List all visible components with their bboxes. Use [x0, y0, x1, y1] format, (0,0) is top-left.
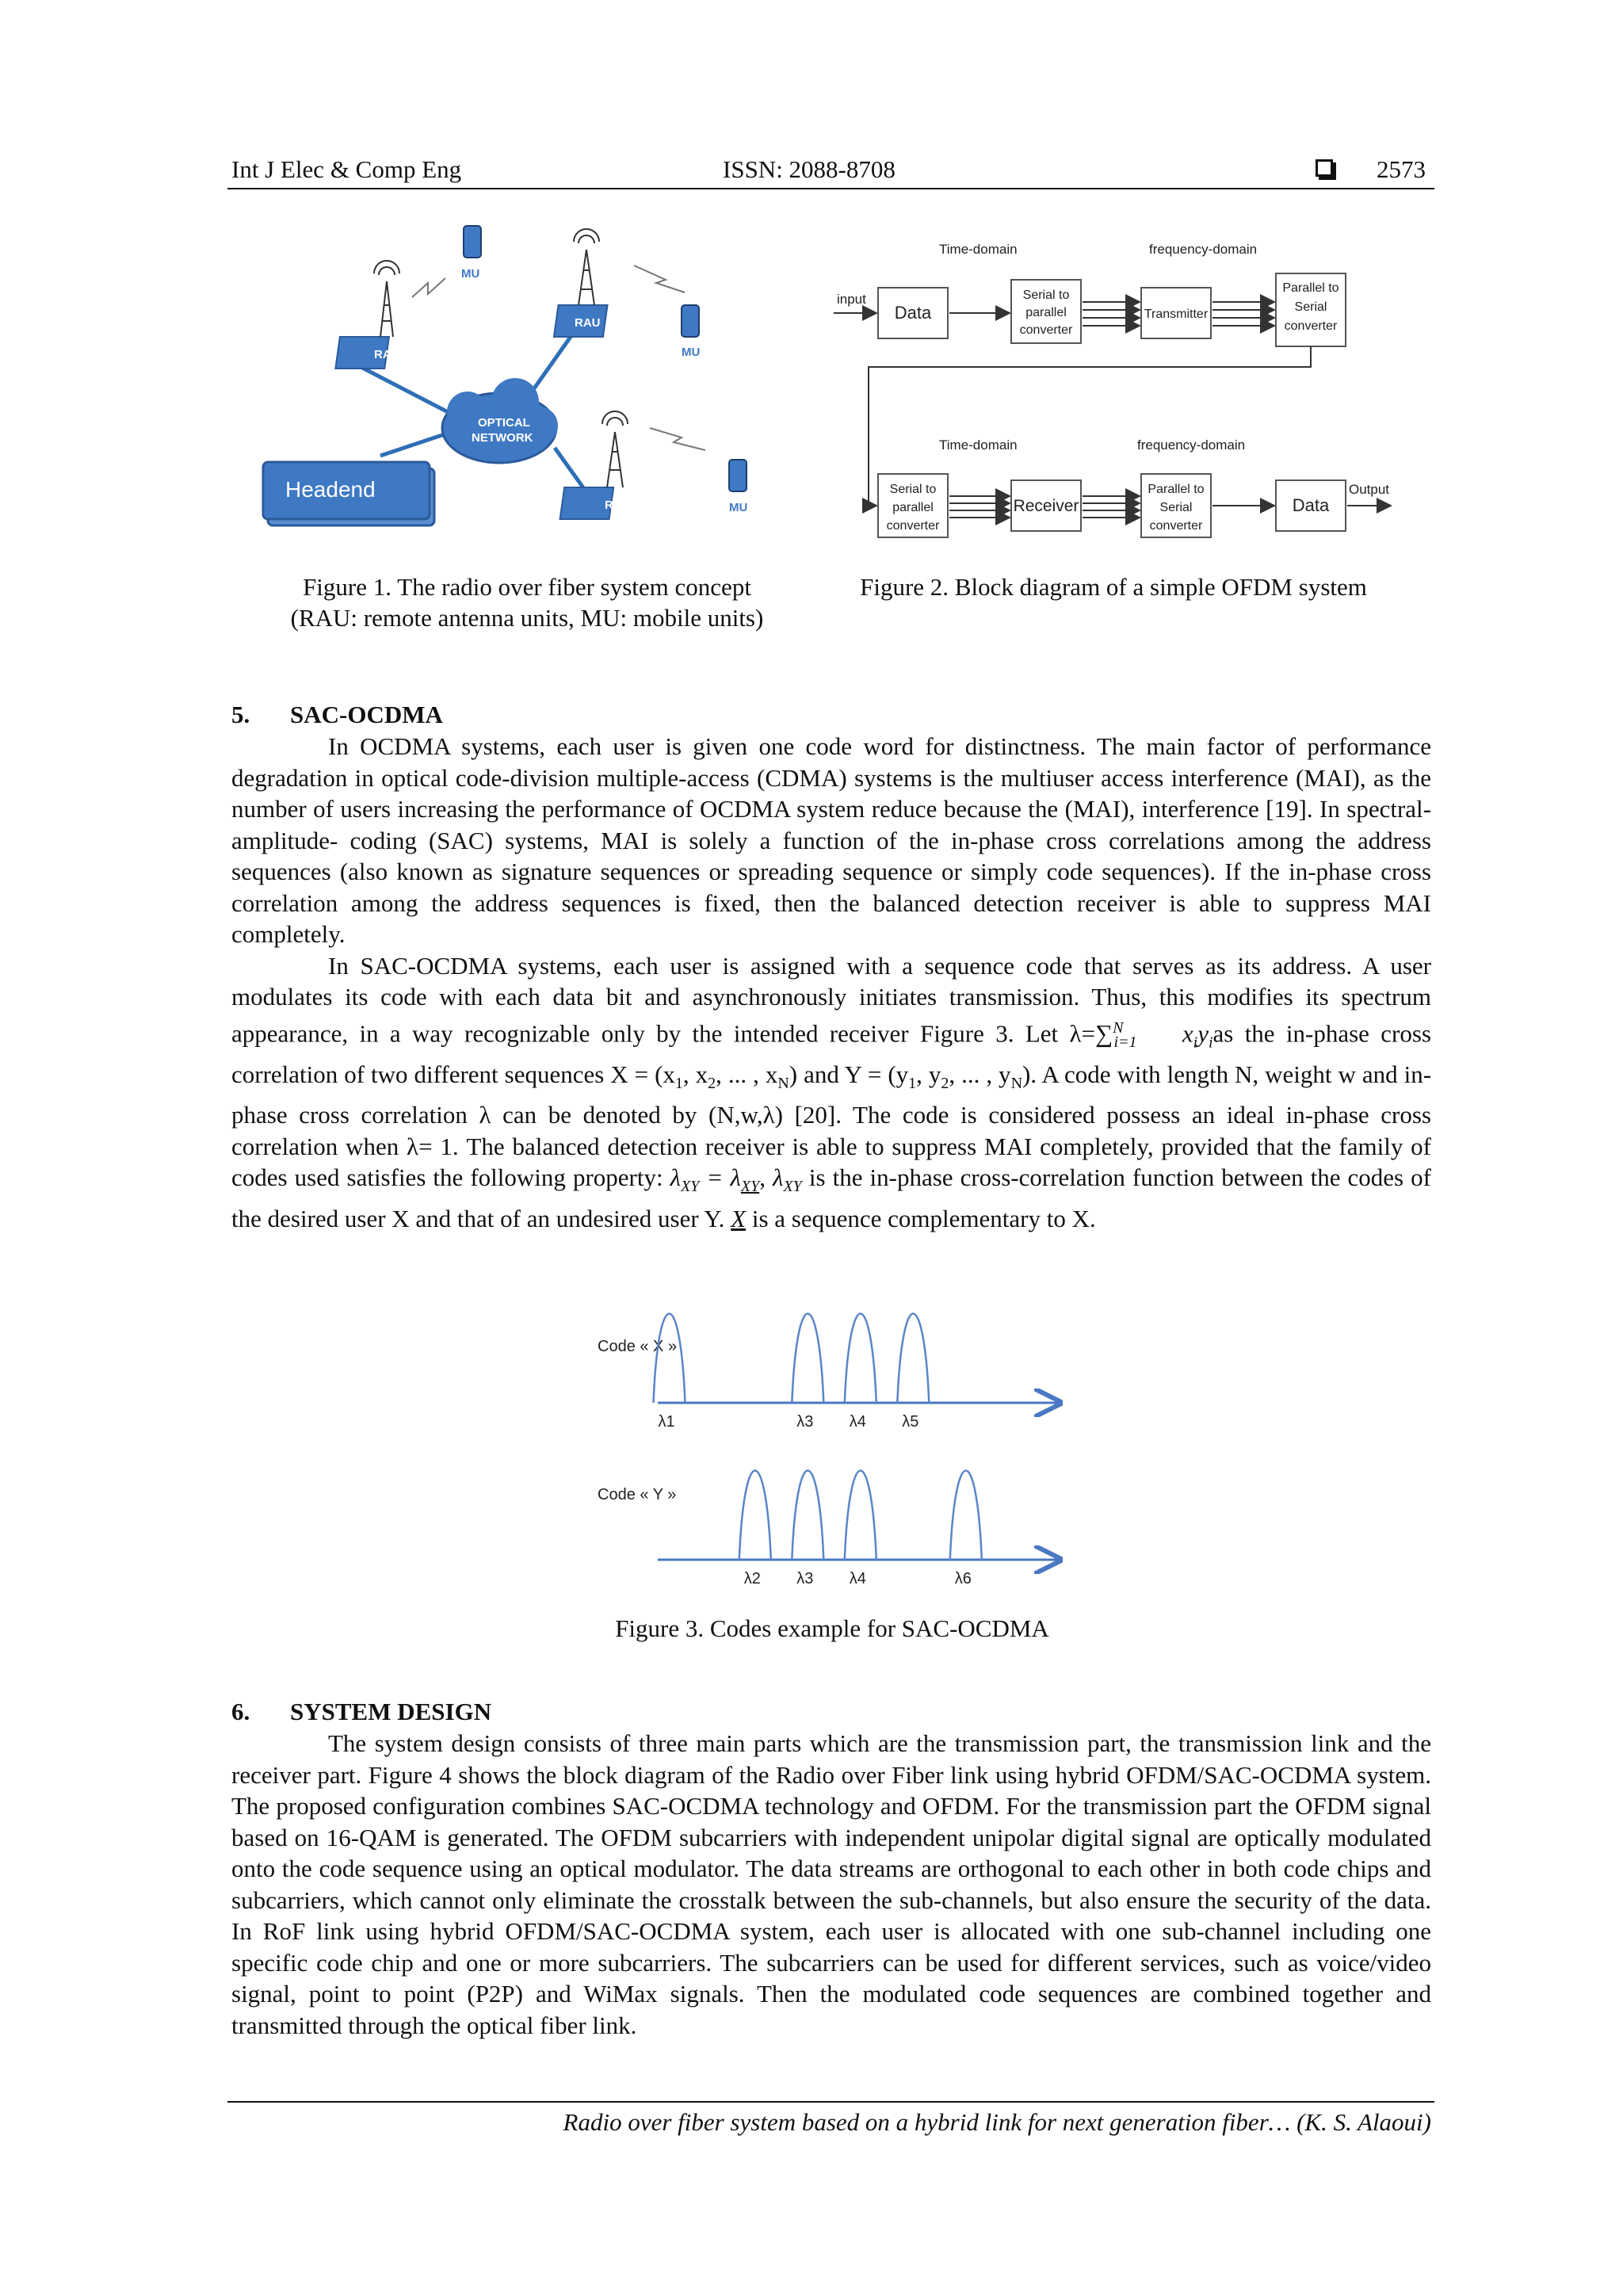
- time-domain-label: Time-domain: [939, 437, 1018, 453]
- mobile-unit-2: [634, 266, 700, 359]
- issn: ISSN: 2088-8708: [723, 155, 896, 183]
- headend-box: [263, 462, 434, 525]
- code-x-label: Code « X »: [598, 1338, 678, 1355]
- pts-label: converter: [1149, 519, 1203, 533]
- section-number: 6.: [231, 1698, 250, 1725]
- antenna-tower-icon: [602, 411, 628, 487]
- rau-unit-2: [554, 229, 608, 337]
- code-x-pulse-4: [897, 1314, 929, 1404]
- pts-label: Parallel to: [1282, 281, 1339, 295]
- frequency-domain-label: frequency-domain: [1137, 437, 1246, 453]
- stp-label: Serial to: [889, 483, 937, 496]
- input-label: input: [837, 292, 866, 307]
- optical-network-cloud: [442, 378, 558, 463]
- code-y-tick-label: λ3: [796, 1570, 814, 1587]
- code-x-spectrum: [654, 1314, 1059, 1431]
- stp-label: converter: [1019, 323, 1073, 337]
- section-6-body: [231, 1728, 1431, 2041]
- mobile-unit-1: [412, 226, 481, 297]
- antenna-tower-icon: [574, 229, 599, 305]
- headend-label: Headend: [285, 477, 376, 502]
- code-x-pulse-1: [654, 1314, 685, 1404]
- checkbox-icon: [1316, 159, 1333, 177]
- code-y-pulse-3: [845, 1471, 876, 1561]
- code-y-pulse-1: [739, 1471, 771, 1561]
- code-y-pulse-2: [792, 1471, 823, 1561]
- code-x-pulse-3: [845, 1314, 876, 1404]
- section-5-body: [231, 731, 1431, 1234]
- antenna-tower-icon: [374, 261, 399, 337]
- section-5-heading: [231, 701, 443, 729]
- network-label: NETWORK: [472, 431, 533, 445]
- code-x-tick-label: λ1: [658, 1413, 675, 1431]
- code-y-tick-label: λ4: [849, 1570, 866, 1587]
- code-x-tick-label: λ3: [796, 1413, 814, 1431]
- transmitter-label: Transmitter: [1144, 308, 1209, 321]
- figure-1-rof-concept: [254, 218, 808, 543]
- rau-unit-3: [560, 411, 631, 519]
- running-footer: Radio over fiber system based on a hybrid link for next generation fiber… (K. S. Alaoui): [563, 2108, 1431, 2136]
- section-title: SAC-OCDMA: [290, 701, 443, 728]
- page-number: 2573: [1377, 155, 1426, 183]
- code-y-pulse-4: [950, 1471, 982, 1561]
- figure-1-caption: [242, 571, 812, 633]
- pts-label: Serial: [1294, 300, 1327, 314]
- data-label: Data: [894, 303, 932, 323]
- mu-label: MU: [682, 346, 701, 359]
- figure-2-ofdm-block-diagram: [824, 234, 1403, 551]
- section-6-heading: [231, 1698, 491, 1726]
- mobile-unit-3: [650, 428, 747, 514]
- section-number: 5.: [231, 701, 250, 728]
- stp-label: Serial to: [1022, 288, 1070, 302]
- code-y-tick-label: λ2: [743, 1570, 761, 1587]
- journal-name: Int J Elec & Comp Eng: [231, 155, 462, 183]
- mu-label: MU: [729, 501, 748, 514]
- time-domain-label: Time-domain: [939, 242, 1018, 257]
- frequency-domain-label: frequency-domain: [1149, 242, 1258, 257]
- code-x-pulse-2: [792, 1314, 823, 1404]
- running-header: [231, 155, 1433, 187]
- pts-label: Serial: [1159, 501, 1193, 514]
- rau-unit-1: [335, 261, 399, 369]
- data-label: Data: [1292, 495, 1330, 515]
- stp-label: converter: [886, 519, 940, 533]
- receiver-label: Receiver: [1013, 497, 1079, 515]
- figure-3-caption: Figure 3. Codes example for SAC-OCDMA: [615, 1614, 1049, 1642]
- rau-label: RAU: [575, 316, 601, 330]
- paragraph: In SAC-OCDMA systems, each user is assigned with a sequence code that serves as its address. A user modulates its code with each data bit and asynchronously initiates transmission. Thus, this modifies its spectrum appearance, in a way recognizable only by the intended receiver Figure 3. Let λ=∑$^N_{i=1}$ $x_iy_ias$ the in-phase cross correlation of two different sequences $X = (x_1$, $x_2$, ... , $x_N$) and $Y = (y_1$, $y_2$, ... , $y_N$). A code with length N, weight w and in-phase cross correlation λ can be denoted by (N,w,λ) [20]. The code is considered possess an ideal in-phase cross correlation when λ= 1. The balanced detection receiver is able to suppress MAI completely, provided that the family of codes used satisfies the following property: $\lambda_{XY} = \lambda_{XY}$, $\lambda_{XY}$ is the in-phase cross-correlation function between the codes of the desired user X and that of an undesired user Y. X is a sequence complementary to X.: [231, 951, 1432, 1232]
- figure-2-caption: Figure 2. Block diagram of a simple OFDM system: [860, 573, 1367, 601]
- paragraph: In OCDMA systems, each user is given one code word for distinctness. The main factor of performance degradation in optical code-division multiple-access (CDMA) systems is the multiuser access interference (MAI), as the number of users increasing the performance of OCDMA system reduce because the (MAI), interference [19]. In spectral-amplitude- coding (SAC) systems, MAI is solely a function of the in-phase cross correlations among the address sequences (also known as signature sequences or spreading sequence or simply code sequences). If the in-phase cross correlation among the address sequences is fixed, then the balanced detection receiver is able to suppress MAI completely.: [231, 732, 1431, 948]
- pts-label: Parallel to: [1148, 483, 1205, 496]
- code-y-tick-label: λ6: [954, 1570, 972, 1587]
- figure-3-codes-example: [586, 1268, 1078, 1593]
- paragraph: The system design consists of three main parts which are the transmission part, the transmission link and the receiver part. Figure 4 shows the block diagram of the Radio over Fiber link using hybrid OFDM/SAC-OCDMA system. The proposed configuration combines SAC-OCDMA technology and OFDM. For the transmission part the OFDM signal based on 16-QAM is generated. The OFDM subcarriers with independent unipolar digital signal are optically modulated onto the code sequence using an optical modulator. The data streams are orthogonal to each other in both code chips and subcarriers, which cannot only eliminate the crosstalk between the sub-channels, but also ensure the security of the data. In RoF link using hybrid OFDM/SAC-OCDMA system, each user is allocated with one sub-channel including one specific code chip and one or more subcarriers. The subcarriers can be used for different services, such as voice/video signal, point to point (P2P) and WiMax signals. Then the modulated code sequences are combined together and transmitted through the optical fiber link.: [231, 1729, 1431, 2039]
- caption-line: Figure 1. The radio over fiber system concept: [303, 573, 751, 601]
- code-x-tick-label: λ4: [849, 1413, 866, 1431]
- rau-label: RAU: [605, 499, 631, 512]
- code-y-spectrum: [658, 1471, 1058, 1588]
- header-rule: [227, 188, 1434, 189]
- pts-label: converter: [1284, 319, 1338, 333]
- output-label: Output: [1349, 482, 1390, 497]
- stp-label: parallel: [1025, 306, 1067, 319]
- footer-rule: [227, 2101, 1434, 2103]
- code-y-label: Code « Y »: [598, 1486, 677, 1503]
- section-title: SYSTEM DESIGN: [290, 1698, 492, 1725]
- mu-label: MU: [461, 267, 480, 281]
- stp-label: parallel: [892, 501, 934, 514]
- code-x-tick-label: λ5: [902, 1413, 919, 1431]
- caption-line: (RAU: remote antenna units, MU: mobile units): [290, 604, 764, 632]
- optical-label: OPTICAL: [478, 416, 530, 430]
- rau-label: RAU: [374, 348, 400, 361]
